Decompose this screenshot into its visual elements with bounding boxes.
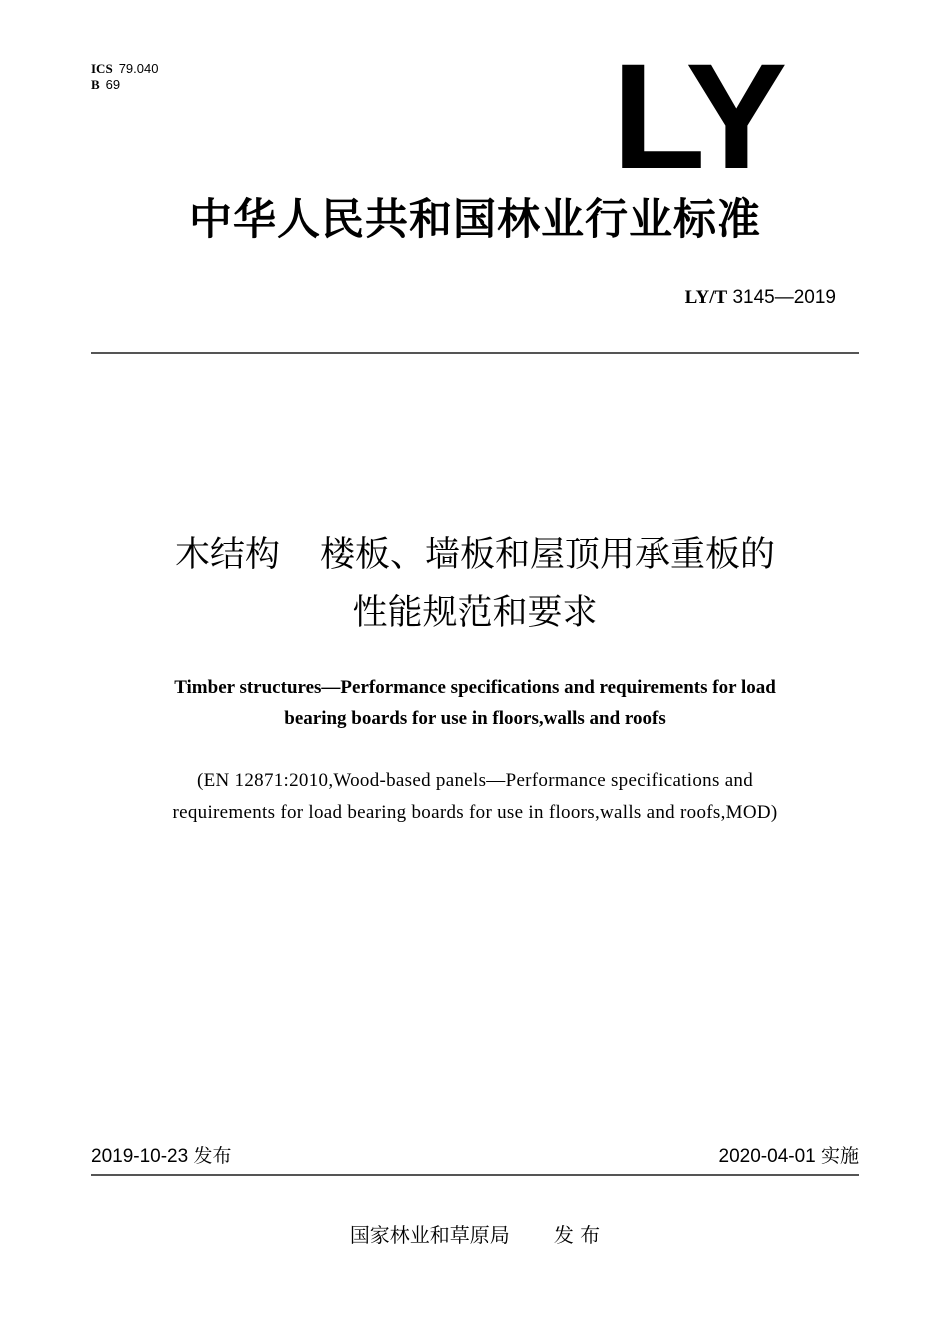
- chinese-title-line1: [0, 530, 950, 580]
- chinese-title-line2: 性能规范和要求: [352, 593, 598, 633]
- english-title-line1: Timber structures—Performance specifications and requirements for load: [174, 677, 776, 698]
- ly-logo: LY: [612, 32, 782, 200]
- issuer: [0, 1220, 950, 1250]
- ccs-label: B: [91, 77, 100, 92]
- ics-code: [91, 61, 158, 76]
- issuer-name: 国家林业和草原局: [349, 1223, 510, 1247]
- ics-label: ICS: [91, 61, 113, 76]
- ccs-value: 69: [105, 77, 121, 92]
- standard-code-number: 3145—2019: [732, 287, 836, 308]
- chinese-title-part2: 楼板、墙板和屋顶用承重板的: [320, 535, 776, 575]
- footer-divider: [91, 1174, 859, 1176]
- standard-code: [685, 286, 836, 310]
- header-divider: [91, 352, 859, 354]
- ccs-code: [91, 77, 120, 92]
- ics-value: 79.040: [118, 61, 159, 76]
- issuer-action: 发 布: [553, 1223, 601, 1247]
- implementation-date: 2020-04-01 实施: [718, 1146, 859, 1167]
- standard-category: 中华人民共和国林业行业标准: [189, 195, 761, 245]
- english-title-line2: bearing boards for use in floors,walls and roofs: [284, 708, 666, 729]
- issue-date: 2019-10-23 发布: [91, 1146, 232, 1167]
- reference-line1: (EN 12871:2010,Wood-based panels—Performance specifications and: [196, 770, 754, 791]
- standard-code-prefix: LY/T: [684, 287, 728, 308]
- chinese-title-part1: 木结构: [174, 535, 280, 575]
- reference-line2: requirements for load bearing boards for use in floors,walls and roofs,MOD): [172, 802, 778, 823]
